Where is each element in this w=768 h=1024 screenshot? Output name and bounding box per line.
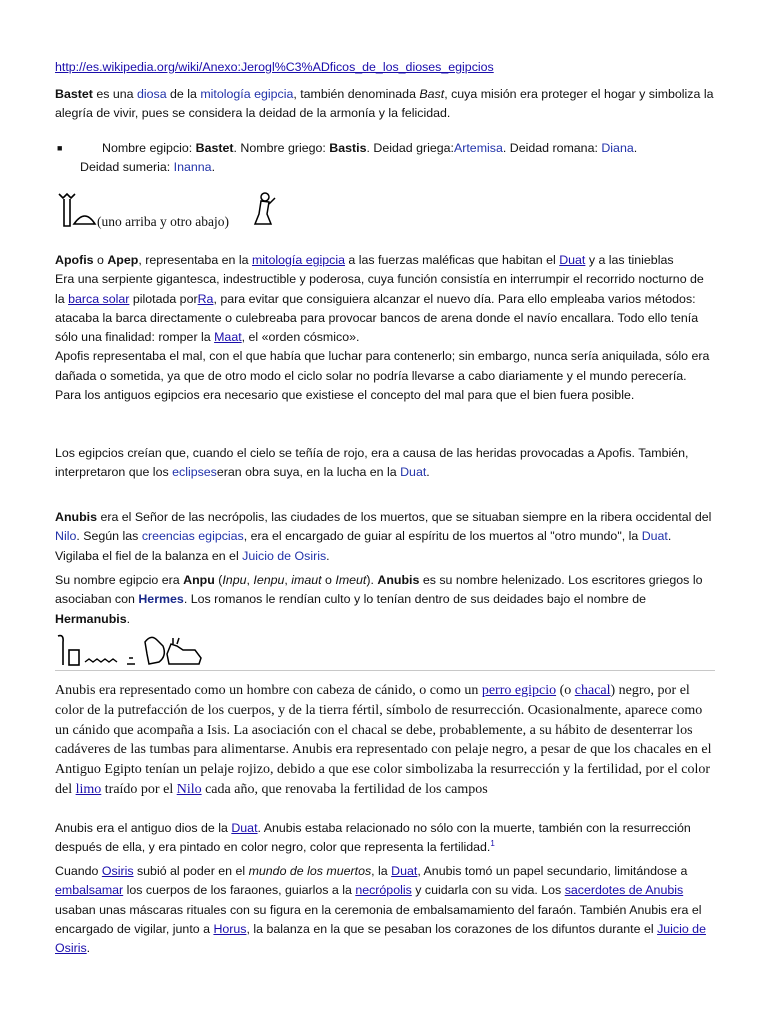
text: Anpu: [183, 573, 215, 587]
apofis-paragraph: [55, 251, 715, 405]
text: Era una serpiente gigantesca, indestructible y poderosa, cuya función consistía en interrumpir el recorrido nocturno de la: [55, 272, 704, 306]
text: y a las tinieblas: [585, 253, 674, 267]
source-url-line: [55, 58, 715, 77]
text: (: [214, 573, 223, 587]
text: . Los romanos le rendían culto y lo tenían dentro de sus deidades bajo el nombre de: [183, 592, 647, 607]
link-chacal[interactable]: chacal: [574, 683, 611, 698]
text: ).: [366, 573, 378, 587]
link-necropolis[interactable]: necrópolis: [355, 883, 412, 898]
text: ) negro, por el color de la putrefacción de los cuerpos, y de la tierra fértil, símbolo de resurrección. Ocasionalmente, aparece como un cánido que acompaña a Isis. La asociación con el chacal se debe, probablemente, a su hábito de desenterrar los cadáveres de las tumbas para alimentarse. Anubis era representado con pelaje negro, a pesar de que los chacales en el Antiguo Egipto tenían un pelaje rojizo, debido a que ese color simbolizaba la resurrección y la fertilidad, por el color del: [55, 683, 712, 797]
link-eclipses[interactable]: eclipses: [172, 465, 217, 480]
text: y cuidarla con su vida. Los: [411, 883, 565, 898]
link-mitologia-egipcia[interactable]: mitología egipcia: [200, 87, 294, 101]
link-duat-5[interactable]: Duat: [391, 864, 418, 878]
text: . Deidad romana:: [502, 141, 602, 155]
text: mundo de los muertos: [248, 864, 372, 878]
text: a las fuerzas maléficas que habitan el: [344, 253, 560, 267]
bullet-line-2: [55, 158, 715, 177]
link-duat[interactable]: Duat: [559, 253, 586, 267]
bast-italic: Bast: [419, 87, 445, 101]
link-inanna[interactable]: Inanna: [173, 160, 212, 175]
anubis-paragraph-1: [55, 508, 715, 566]
text: , la: [371, 864, 392, 878]
link-maat[interactable]: Maat: [214, 330, 242, 345]
link-duat-3[interactable]: Duat: [641, 529, 668, 544]
link-hermes[interactable]: Hermes: [138, 592, 184, 607]
anubis-paragraph-4: [55, 862, 715, 958]
bastet-bullet: [55, 139, 715, 178]
text: era el Señor de las necrópolis, las ciudades de los muertos, que se situaban siempre en la ribera occidental del: [97, 510, 712, 524]
text: . Deidad griega:: [366, 141, 454, 155]
anubis-paragraph-2: [55, 571, 715, 629]
text: Inpu: [222, 573, 247, 587]
text: .: [426, 465, 430, 480]
footnote-1-link[interactable]: 1: [490, 839, 495, 849]
text: subió al poder en el: [133, 864, 249, 878]
text: o: [321, 573, 336, 587]
text: .: [633, 141, 638, 155]
text: Bastis: [329, 141, 367, 155]
bullet-line-1: [55, 139, 715, 158]
text: .: [211, 160, 216, 175]
text: Anubis: [377, 573, 420, 587]
link-creencias-egipcias[interactable]: creencias egipcias: [141, 529, 244, 544]
text: . Nombre griego:: [233, 141, 330, 155]
text: Nombre egipcio:: [102, 141, 196, 155]
text: .: [86, 941, 91, 956]
text: , era el encargado de guiar al espíritu de los muertos al "otro mundo", la: [243, 529, 642, 544]
anubis-paragraph-3: [55, 819, 715, 858]
anubis-hieroglyphs-icon: [55, 632, 205, 668]
text: . Anubis estaba relacionado no sólo con la muerte, también con la resurrección después de ella, y era pintado en color negro, color que representa la fertilidad.: [55, 821, 691, 855]
link-osiris[interactable]: Osiris: [101, 864, 134, 878]
text: Ienpu: [253, 573, 285, 587]
link-limo[interactable]: limo: [75, 781, 102, 797]
link-juicio-de-osiris[interactable]: Juicio de Osiris: [242, 548, 327, 563]
link-ra[interactable]: Ra: [197, 291, 214, 306]
text: pilotada por: [129, 291, 198, 306]
anubis-name: Anubis: [55, 510, 97, 524]
link-diosa[interactable]: diosa: [136, 87, 167, 101]
text: , para evitar que consiguiera alcanzar el nuevo día. Para ello empleaba varios métodos: atacaba la barca directamente o culebreaba para provocar bancos de arena donde el navío encallara. Todo ello tenía sólo una finalidad: romper la: [55, 291, 699, 345]
text: , Anubis tomó un papel secundario, limitándose a: [417, 864, 688, 878]
bastet-hieroglyph-left: [55, 190, 97, 230]
text: Anubis era el antiguo dios de la: [55, 821, 232, 835]
text: Bastet: [195, 141, 234, 155]
text: Apofis representaba el mal, con el que había que luchar para contenerlo; sin embargo, nunca sería aniquilada, sólo era dañada o sometida, ya que de otro modo el ciclo solar no podría llevarse a cabo diariamente y el mundo perecería. Para los antiguos egipcios era necesario que existiese el concepto del mal para que el bien fuera posible.: [55, 349, 710, 403]
text: Los egipcios creían que, cuando el cielo se teñía de rojo, era a causa de las heridas provocadas a Apofis. También, interpretaron que los: [55, 446, 689, 480]
link-mitologia-egipcia-2[interactable]: mitología egipcia: [251, 253, 345, 267]
hieroglyph-caption: (uno arriba y otro abajo): [97, 214, 229, 229]
link-horus[interactable]: Horus: [213, 921, 247, 936]
bastet-name: Bastet: [55, 87, 93, 101]
bullet-square-icon: ■: [57, 143, 63, 153]
link-sacerdotes-de-anubis[interactable]: sacerdotes de Anubis: [564, 883, 684, 898]
link-perro-egipcio[interactable]: perro egipcio: [481, 683, 557, 698]
text: , cuya misión era proteger el hogar y simboliza la alegría de vivir, pues se considera la deidad de la armonía y la felicidad.: [55, 87, 714, 121]
link-artemisa[interactable]: Artemisa: [453, 141, 503, 155]
link-embalsamar[interactable]: embalsamar: [55, 883, 124, 898]
apofis-name: Apofis: [55, 253, 94, 267]
text: . Según las: [76, 529, 142, 544]
text: , también denominada: [293, 87, 420, 101]
bastet-paragraph: [55, 85, 715, 124]
text: Deidad sumeria:: [80, 160, 174, 175]
link-duat-2[interactable]: Duat: [400, 465, 427, 480]
text: .: [126, 611, 131, 626]
text: de la: [166, 87, 201, 101]
text: , la balanza en la que se pesaban los corazones de los difuntos durante el: [246, 921, 658, 936]
text: Cuando: [55, 864, 102, 878]
apofis-eclipses-paragraph: [55, 444, 715, 483]
seated-goddess-glyph-icon: [251, 190, 279, 230]
anubis-serif-paragraph: [55, 681, 715, 800]
text: los cuerpos de los faraones, guiarlos a la: [123, 883, 356, 898]
text: Su nombre egipcio era: [55, 573, 184, 587]
text: Hermanubis: [55, 611, 127, 626]
text: , representaba en la: [138, 253, 252, 267]
text: usaban unas máscaras rituales con su figura en la ceremonia de embalsamamiento del faraón. También Anubis era el encargado de vigilar, junto a: [55, 902, 702, 936]
text: o: [93, 253, 108, 267]
link-duat-4[interactable]: Duat: [231, 821, 258, 835]
apep-name: Apep: [107, 253, 139, 267]
link-nilo[interactable]: Nilo: [55, 529, 77, 544]
link-diana[interactable]: Diana: [601, 141, 634, 155]
text: traído por el: [101, 781, 177, 797]
text: ,: [284, 573, 292, 587]
text: es su nombre helenizado. Los escritores griegos lo asociaban con: [55, 573, 703, 607]
text: imaut: [291, 573, 322, 587]
text: cada año, que renovaba la fertilidad de los campos: [201, 781, 488, 797]
text: Imeut: [335, 573, 367, 587]
link-barca-solar[interactable]: barca solar: [68, 291, 130, 306]
link-juicio-de-osiris-2[interactable]: Juicio de Osiris: [55, 921, 706, 956]
link-nilo-2[interactable]: Nilo: [176, 781, 202, 797]
source-url-link[interactable]: http://es.wikipedia.org/wiki/Anexo:Jerogl%C3%ADficos_de_los_dioses_egipcios: [55, 60, 494, 74]
text: eran obra suya, en la lucha en la: [216, 465, 401, 480]
text: es una: [92, 87, 137, 101]
text: (o: [556, 683, 575, 698]
text: , el «orden cósmico».: [241, 330, 360, 345]
text: ,: [246, 573, 254, 587]
text: Anubis era representado como un hombre con cabeza de cánido, o como un: [55, 683, 482, 698]
text: . Vigilaba el fiel de la balanza en el: [55, 529, 672, 563]
text: .: [326, 548, 330, 563]
divider: [55, 670, 715, 671]
